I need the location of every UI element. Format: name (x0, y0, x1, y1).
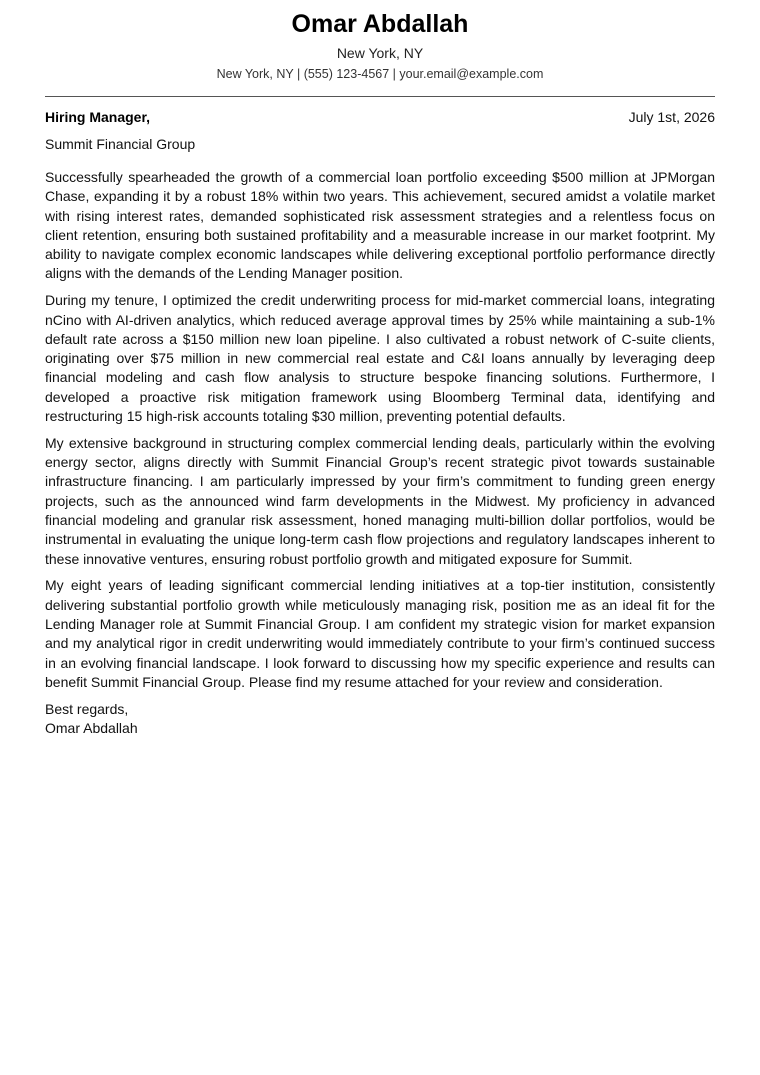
recipient-greeting: Hiring Manager, (45, 109, 151, 125)
body-paragraph: My eight years of leading significant commercial lending initiatives at a top-tier institution, consistently delivering substantial portfolio growth while meticulously managing risk, position me as an ideal fit for the Lending Manager role at Summit Financial Group. I am confident my strategic vision for market expansion and my analytical rigor in credit underwriting would immediately contribute to your firm’s continued success in an evolving financial landscape. I look forward to discussing how my specific experience and results can benefit Summit Financial Group. Please find my resume attached for your review and consideration. (45, 577, 715, 690)
recipient-company: Summit Financial Group (45, 136, 196, 152)
sender-name: Omar Abdallah (291, 10, 469, 38)
letter-header (45, 8, 715, 83)
header-divider (45, 96, 715, 97)
body-paragraph: My extensive background in structuring complex commercial lending deals, particularly within the evolving energy sector, aligns directly with Summit Financial Group’s recent strategic pivot towards sustainable infrastructure financing. I am particularly impressed by your firm’s commitment to funding green energy projects, such as the announced wind farm developments in the Midwest. My proficiency in advanced financial modeling and granular risk assessment, honed managing multi-billion dollar portfolios, would be instrumental in evaluating the unique long-term cash flow projections and regulatory landscapes inherent to these innovative ventures, ensuring robust portfolio growth and mitigated exposure for Summit. (45, 434, 715, 567)
closing-signature: Omar Abdallah (45, 720, 138, 737)
closing-salutation: Best regards, (45, 700, 129, 717)
letter-closing (45, 700, 715, 739)
sender-location: New York, NY (336, 45, 424, 61)
body-paragraph: During my tenure, I optimized the credit underwriting process for mid-market commercial loans, integrating nCino with AI-driven analytics, which reduced average approval times by 25% while maintaining a sub-1% default rate across a $150 million new loan pipeline. I also cultivated a robust network of C-suite clients, originating over $75 million in new commercial real estate and C&I loans annually by leveraging deep financial modeling and cash flow analysis to structure bespoke financing solutions. Furthermore, I developed a proactive risk mitigation framework using Bloomberg Terminal data, identifying and restructuring 15 high-risk accounts totaling $30 million, preventing potential defaults. (45, 292, 715, 425)
recipient-date-row (45, 107, 715, 127)
body-paragraph: Successfully spearheaded the growth of a commercial loan portfolio exceeding $500 million at JPMorgan Chase, expanding it by a robust 18% within two years. This achievement, secured amidst a volatile market with rising interest rates, demanded sophisticated risk assessment strategies and a relentless focus on client retention, ensuring both sustained profitability and a measurable increase in our market footprint. My ability to navigate complex economic landscapes while delivering exceptional portfolio performance directly aligns with the demands of the Lending Manager position. (45, 169, 715, 282)
sender-contact-line: New York, NY | (555) 123-4567 | your.email@example.com (216, 67, 544, 81)
letter-date: July 1st, 2026 (628, 109, 715, 125)
letter-body (45, 168, 715, 692)
